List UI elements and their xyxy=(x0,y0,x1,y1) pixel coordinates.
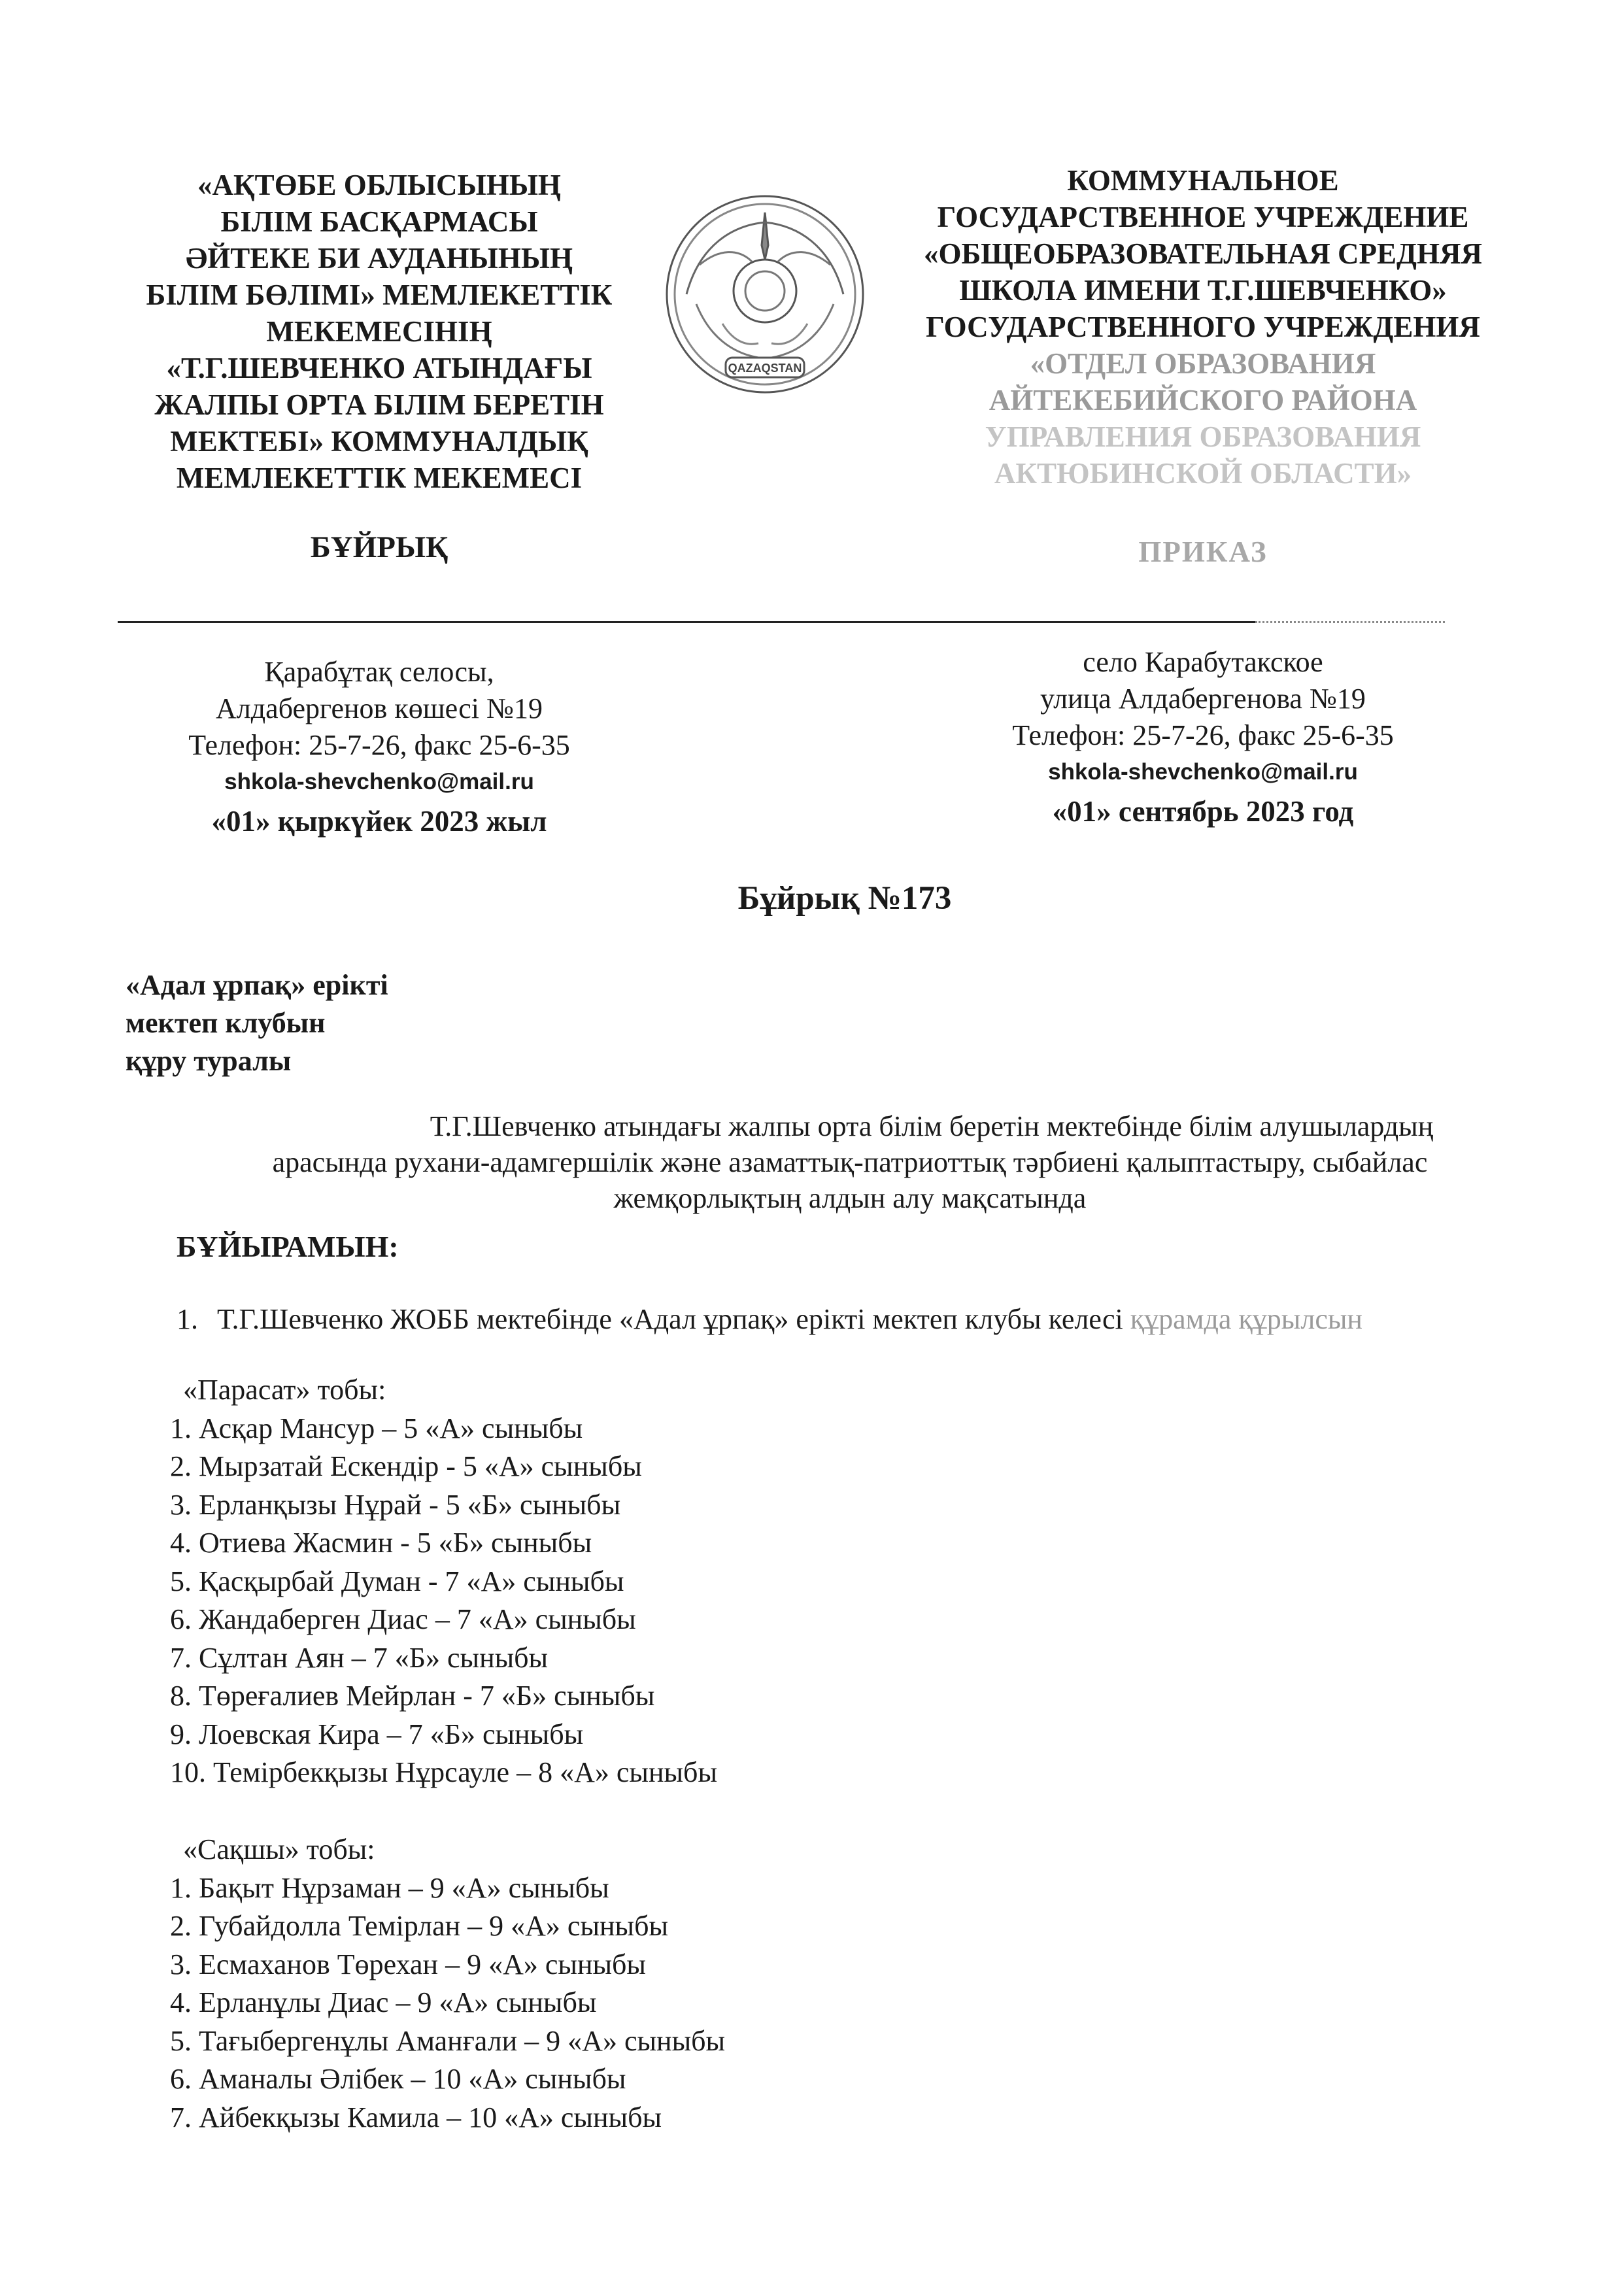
header-left-line: ЖАЛПЫ ОРТА БІЛІМ БЕРЕТІН xyxy=(154,388,604,421)
header-left-line: МЕКЕМЕСІНІҢ xyxy=(266,315,492,348)
list-item: 2. Мырзатай Ескендір - 5 «А» сыныбы xyxy=(170,1450,642,1482)
header-left-line: МЕМЛЕКЕТТІК МЕКЕМЕСІ xyxy=(176,462,583,494)
subject-line: мектеп клубын xyxy=(126,1007,326,1039)
subject-line: «Адал ұрпақ» ерікті xyxy=(126,969,388,1001)
phone-line: Телефон: 25-7-26, факс 25-6-35 xyxy=(1012,719,1394,751)
emblem-label: QAZAQSTAN xyxy=(728,362,802,375)
address-line: улица Алдабергенова №19 xyxy=(1040,683,1366,715)
list-item: 1. Бақыт Нұрзаман – 9 «А» сыныбы xyxy=(170,1871,609,1904)
subject-line: құру туралы xyxy=(126,1045,292,1077)
list-item: 5. Қасқырбай Думан - 7 «А» сыныбы xyxy=(170,1565,624,1597)
address-block-kk xyxy=(111,654,647,840)
address-block-ru xyxy=(873,644,1533,830)
item-number: 1. xyxy=(177,1303,198,1335)
list-item: 8. Төреғалиев Мейрлан - 7 «Б» сыныбы xyxy=(170,1680,655,1712)
list-item: 7. Сұлтан Аян – 7 «Б» сыныбы xyxy=(170,1641,549,1674)
order-word-kk: БҰЙРЫҚ xyxy=(310,530,448,564)
list-item: 3. Есмаханов Төрехан – 9 «А» сыныбы xyxy=(170,1948,646,1980)
header-left-line: БІЛІМ БӨЛІМІ» МЕМЛЕКЕТТІК xyxy=(146,279,613,311)
header-left-line: «Т.Г.ШЕВЧЕНКО АТЫНДАҒЫ xyxy=(166,352,592,384)
order-title: Бұйрық №173 xyxy=(737,880,952,917)
item-text-faded: құрамда құрылсын xyxy=(1130,1303,1362,1335)
group-sakshy xyxy=(170,1831,725,2137)
order-item-1 xyxy=(177,1302,1624,1336)
header-left-line: БІЛІМ БАСҚАРМАСЫ xyxy=(220,205,538,238)
group-title: «Сақшы» тобы: xyxy=(183,1833,375,1865)
state-emblem xyxy=(660,186,870,402)
list-item: 9. Лоевская Кира – 7 «Б» сыныбы xyxy=(170,1718,584,1750)
list-item: 1. Асқар Мансур – 5 «А» сыныбы xyxy=(170,1412,583,1444)
preamble-line: Т.Г.Шевченко атындағы жалпы орта білім беретін мектебінде білім алушылардың xyxy=(430,1110,1434,1142)
header-left-line: МЕКТЕБІ» КОММУНАЛДЫҚ xyxy=(170,425,588,458)
header-right-line: ГОСУДАРСТВЕННОЕ УЧРЕЖДЕНИЕ xyxy=(937,201,1469,233)
order-subject xyxy=(126,966,388,1080)
preamble-line: арасында рухани-адамгершілік және азаматтық-патриоттық тәрбиені қалыптастыру, сыбайлас xyxy=(272,1146,1428,1178)
address-line: село Карабутакское xyxy=(1083,646,1323,678)
header-right-line-faded: УПРАВЛЕНИЯ ОБРАЗОВАНИЯ xyxy=(985,420,1421,453)
list-item: 10. Темірбекқызы Нұрсауле – 8 «А» сыныбы xyxy=(170,1756,718,1788)
item-text: Т.Г.Шевченко ЖОББ мектебінде «Адал ұрпақ» ерікті мектеп клубы келесі xyxy=(217,1303,1130,1335)
order-word-ru: ПРИКАЗ xyxy=(1138,535,1268,568)
header-right-line-faded: АЙТЕКЕБИЙСКОГО РАЙОНА xyxy=(989,384,1417,416)
list-item: 6. Аманалы Әлібек – 10 «А» сыныбы xyxy=(170,2063,626,2095)
header-divider xyxy=(118,621,1255,623)
preamble xyxy=(163,1108,1536,1216)
list-item: 5. Тағыбергенұлы Аманғали – 9 «А» сыныбы xyxy=(170,2024,726,2057)
header-right-line: «ОБЩЕОБРАЗОВАТЕЛЬНАЯ СРЕДНЯЯ xyxy=(924,237,1482,270)
header-right-ru xyxy=(873,162,1533,492)
header-right-line: ГОСУДАРСТВЕННОГО УЧРЕЖДЕНИЯ xyxy=(926,311,1480,343)
header-right-line-faded: АКТЮБИНСКОЙ ОБЛАСТИ» xyxy=(994,457,1412,490)
list-item: 4. Ерланұлы Диас – 9 «А» сыныбы xyxy=(170,1986,597,2018)
address-line: Алдабергенов көшесі №19 xyxy=(216,692,543,724)
header-left-line: «АҚТӨБЕ ОБЛЫСЫНЫҢ xyxy=(197,169,561,201)
header-left-kk xyxy=(111,167,647,496)
command-word: БҰЙЫРАМЫН: xyxy=(177,1230,399,1263)
list-item: 4. Отиева Жасмин - 5 «Б» сыныбы xyxy=(170,1527,592,1559)
header-right-line: КОММУНАЛЬНОЕ xyxy=(1067,164,1339,197)
header-right-line-faded: «ОТДЕЛ ОБРАЗОВАНИЯ xyxy=(1030,347,1376,380)
header-left-line: ӘЙТЕКЕ БИ АУДАНЫНЫҢ xyxy=(185,242,573,275)
order-date: «01» сентябрь 2023 год xyxy=(1052,795,1354,828)
email-address: shkola-shevchenko@mail.ru xyxy=(224,769,534,794)
list-item: 3. Ерланқызы Нұрай - 5 «Б» сыныбы xyxy=(170,1488,621,1521)
header-divider-dotted xyxy=(1255,621,1445,623)
address-line: Қарабұтақ селосы, xyxy=(264,656,494,688)
list-item: 7. Айбекқызы Камила – 10 «А» сыныбы xyxy=(170,2101,662,2133)
group-parasat xyxy=(170,1371,717,1792)
list-item: 6. Жандаберген Диас – 7 «А» сыныбы xyxy=(170,1603,636,1635)
preamble-line: жемқорлықтың алдын алу мақсатында xyxy=(613,1182,1087,1214)
phone-line: Телефон: 25-7-26, факс 25-6-35 xyxy=(188,729,570,761)
order-date: «01» қыркүйек 2023 жыл xyxy=(211,805,547,838)
group-title: «Парасат» тобы: xyxy=(183,1374,386,1406)
email-address: shkola-shevchenko@mail.ru xyxy=(1048,759,1358,785)
header-right-line: ШКОЛА ИМЕНИ Т.Г.ШЕВЧЕНКО» xyxy=(959,274,1447,307)
list-item: 2. Губайдолла Темірлан – 9 «А» сыныбы xyxy=(170,1910,669,1942)
